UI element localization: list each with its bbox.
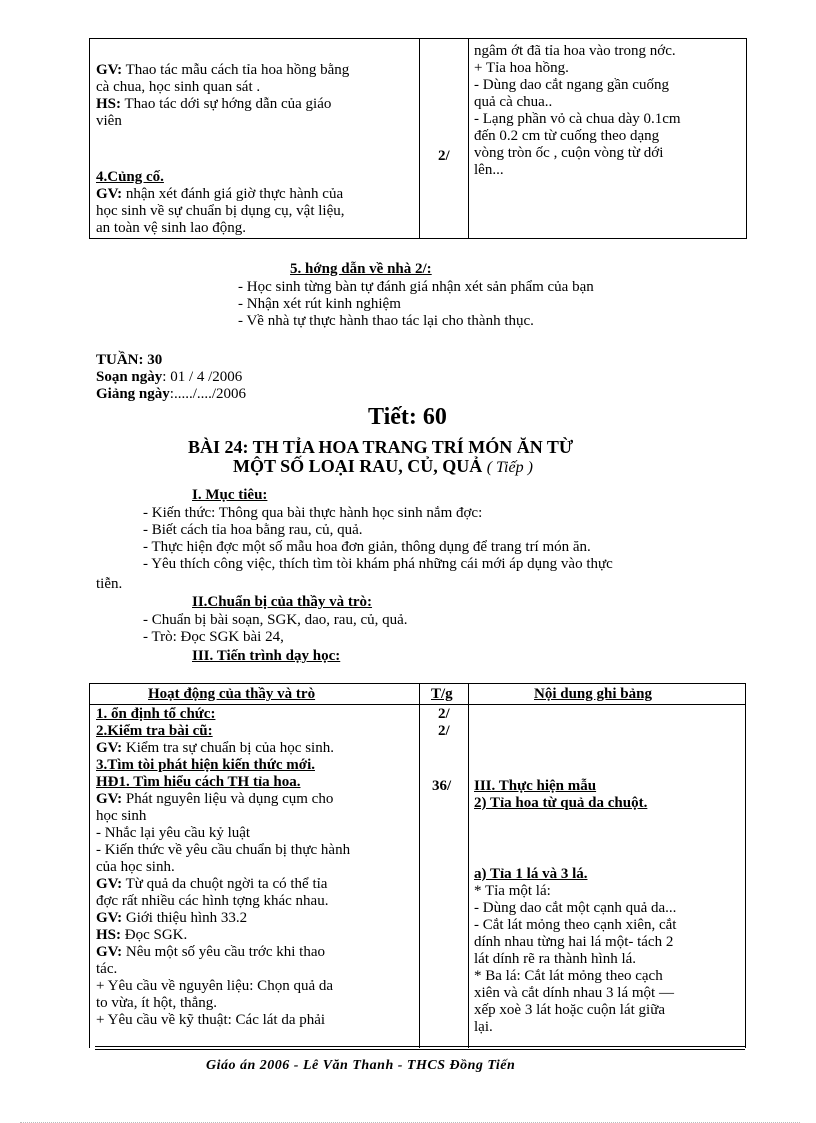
speaker-label: GV:: [96, 910, 123, 926]
text-line: [96, 842, 418, 859]
objectives-heading: I. Mục tiêu:: [192, 487, 268, 503]
homework-item: - Về nhà tự thực hành thao tác lại cho thành thục.: [238, 313, 534, 329]
text-line: lên...: [474, 162, 504, 178]
text-line: [96, 220, 416, 237]
table-2-time-1: 2/: [438, 706, 450, 722]
text-line: * Ba lá: Cắt lát mỏng theo cạch: [474, 968, 663, 984]
text-line: [96, 961, 418, 978]
prep-heading: II.Chuẩn bị của thầy và trò:: [192, 594, 373, 610]
text-line: [96, 706, 418, 723]
speaker-label: 3.Tìm tòi phát hiện kiến thức mới.: [96, 757, 315, 773]
text-line: * Tỉa một lá:: [474, 883, 551, 899]
line-text: của học sinh.: [96, 859, 175, 875]
line-text: Giới thiệu hình 33.2: [122, 910, 248, 926]
text-line: [96, 927, 418, 944]
line-text: học sinh: [96, 808, 147, 824]
speaker-label: HS:: [96, 927, 122, 943]
lesson-number: Tiết: 60: [368, 404, 447, 430]
line-text: Phát nguyên liệu và dụng cụm cho: [122, 791, 334, 807]
text-line: [96, 113, 416, 130]
table-2-divider-b: [468, 683, 469, 1048]
text-line: [96, 910, 418, 927]
speaker-label: GV:: [96, 791, 123, 807]
objective-item: - Kiến thức: Thông qua bài thực hành học sinh nắm đợc:: [143, 505, 483, 521]
table-2-header-activity: Hoạt động của thầy và trò: [148, 686, 316, 702]
text-line: xiên và cắt dính nhau 3 lá một —: [474, 985, 674, 1001]
line-text: nhận xét đánh giá giờ thực hành của: [122, 186, 344, 202]
speaker-label: GV:: [96, 944, 123, 960]
table-2-right-heading-1: III. Thực hiện mẫu: [474, 778, 597, 794]
table-2-right-heading-2: 2) Tỉa hoa từ quả da chuột.: [474, 795, 648, 811]
line-text: cà chua, học sinh quan sát .: [96, 79, 261, 95]
text-line: quả cà chua..: [474, 94, 553, 110]
line-text: học sinh về sự chuẩn bị dụng cụ, vật liệu,: [96, 203, 345, 219]
objectives-list: [143, 505, 613, 573]
speaker-label: GV:: [96, 876, 123, 892]
text-line: [96, 740, 418, 757]
speaker-label: HS:: [96, 96, 122, 112]
prep-item: - Trò: Đọc SGK bài 24,: [143, 629, 284, 645]
line-text: Đọc SGK.: [121, 927, 188, 943]
text-line: [96, 978, 418, 995]
table-2-time-3: 36/: [432, 778, 452, 794]
text-line: [96, 893, 418, 910]
line-text: - Nhắc lại yêu cầu kỷ luật: [96, 825, 251, 841]
table-1-divider-b: [468, 38, 469, 238]
table-2-bottom-rule: [95, 1046, 745, 1047]
table-2-time-2: 2/: [438, 723, 450, 739]
line-text: Kiểm tra sự chuẩn bị của học sinh.: [122, 740, 334, 756]
line-text: - Kiến thức về yêu cầu chuẩn bị thực hành: [96, 842, 351, 858]
text-line: [96, 859, 418, 876]
page-footer: Giáo án 2006 - Lê Văn Thanh - THCS Đồng Tiến: [206, 1058, 516, 1073]
table-2-header-content: Nội dung ghi bảng: [534, 686, 652, 702]
table-1-left-cell: [96, 62, 416, 130]
line-text: Nêu một số yêu cầu trớc khi thao: [122, 944, 326, 960]
table-2-top: [89, 683, 745, 684]
table-2-right-heading-3: a) Tỉa 1 lá và 3 lá.: [474, 866, 588, 882]
text-line: vòng tròn ốc , cuộn vòng từ dới: [474, 145, 664, 161]
table-2-left-cell: [96, 706, 418, 1029]
text-line: [96, 876, 418, 893]
speaker-label: GV:: [96, 186, 123, 202]
line-text: đợc rất nhiều các hình tợng khác nhau.: [96, 893, 329, 909]
table-2-divider-a: [419, 683, 420, 1048]
text-line: xếp xoè 3 lát hoặc cuộn lát giữa: [474, 1002, 665, 1018]
line-text: tác.: [96, 961, 118, 977]
prep-item: - Chuẩn bị bài soạn, SGK, dao, rau, củ, quả.: [143, 612, 408, 628]
text-line: [96, 944, 418, 961]
text-line: [96, 825, 418, 842]
text-line: [96, 203, 416, 220]
text-line: lại.: [474, 1019, 493, 1035]
objective-item: - Yêu thích công việc, thích tìm tòi khám phá những cái mới áp dụng vào thực: [143, 556, 613, 572]
section-4-heading: 4.Củng cố.: [96, 169, 164, 185]
lesson-title-line-2: MỘT SỐ LOẠI RAU, CỦ, QUẢ ( Tiếp ): [233, 456, 533, 476]
text-line: [96, 757, 418, 774]
week-label: TUẦN: 30: [96, 352, 163, 368]
text-line: ngâm ớt đã tỉa hoa vào trong nớc.: [474, 43, 676, 59]
line-text: viên: [96, 113, 122, 129]
process-heading: III. Tiến trình dạy học:: [192, 648, 341, 664]
speaker-label: GV:: [96, 62, 123, 78]
table-1-left-cell-2: [96, 186, 416, 237]
text-line: [96, 1012, 418, 1029]
table-1-divider-a: [419, 38, 420, 238]
text-line: - Cắt lát mỏng theo cạnh xiên, cắt: [474, 917, 677, 933]
prep-list: [143, 612, 408, 646]
homework-item: - Học sinh từng bàn tự đánh giá nhận xét sản phẩm của bạn: [238, 279, 594, 295]
text-line: [96, 79, 416, 96]
homework-item: - Nhận xét rút kinh nghiệm: [238, 296, 401, 312]
text-line: lát dính rẽ ra thành hình lá.: [474, 951, 637, 967]
line-text: Thao tác mẫu cách tỉa hoa hồng bằng: [122, 62, 350, 78]
line-text: + Yêu cầu về nguyên liệu: Chọn quả da: [96, 978, 334, 994]
speaker-label: GV:: [96, 740, 123, 756]
text-line: - Dùng dao cắt ngang gần cuống: [474, 77, 669, 93]
text-line: [96, 186, 416, 203]
table-2-bottom-rule-2: [95, 1049, 745, 1050]
table-1-time: 2/: [438, 148, 450, 164]
speaker-label: 2.Kiểm tra bài cũ:: [96, 723, 213, 739]
homework-list: [238, 279, 594, 330]
lesson-title-line-1: BÀI 24: TH TỈA HOA TRANG TRÍ MÓN ĂN TỪ: [188, 437, 574, 457]
text-line: [96, 791, 418, 808]
line-text: an toàn vệ sinh lao động.: [96, 220, 246, 236]
line-text: + Yêu cầu về kỹ thuật: Các lát da phải: [96, 1012, 326, 1028]
text-line: [96, 774, 418, 791]
speaker-label: 1. ổn định tổ chức:: [96, 706, 216, 722]
text-line: [96, 808, 418, 825]
table-2-right-cell: [474, 883, 744, 1036]
text-line: [96, 62, 416, 79]
table-2-right-edge: [745, 683, 746, 1048]
prepared-date: Soạn ngày: 01 / 4 /2006: [96, 369, 243, 385]
line-text: Thao tác dới sự hớng dẫn của giáo: [121, 96, 332, 112]
text-line: - Lạng phần vỏ cà chua dày 0.1cm: [474, 111, 681, 127]
text-line: + Tỉa hoa hồng.: [474, 60, 569, 76]
line-text: to vừa, ít hột, thẳng.: [96, 995, 218, 1011]
table-2-header-rule: [89, 704, 745, 705]
objective-item: - Thực hiện đợc một số mẫu hoa đơn giản, thông dụng để trang trí món ăn.: [143, 539, 591, 555]
line-text: Từ quả da chuột ngời ta có thể tỉa: [122, 876, 328, 892]
objective-item: - Biết cách tỉa hoa bằng rau, củ, quả.: [143, 522, 363, 538]
homework-title: 5. hớng dẫn về nhà 2/:: [290, 261, 432, 277]
table-2-header-time: T/g: [431, 686, 453, 702]
text-line: [96, 995, 418, 1012]
text-line: dính nhau từng hai lá một- tách 2: [474, 934, 674, 950]
table-2-left-edge: [89, 683, 90, 1048]
text-line: [96, 96, 416, 113]
text-line: - Dùng dao cắt một cạnh quả da...: [474, 900, 677, 916]
speaker-label: HĐ1. Tìm hiểu cách TH tỉa hoa.: [96, 774, 301, 790]
text-line: [96, 723, 418, 740]
teaching-date: Giảng ngày:...../..../2006: [96, 386, 247, 402]
text-line: đến 0.2 cm từ cuống theo dạng: [474, 128, 660, 144]
objectives-wrap: tiễn.: [96, 576, 123, 592]
table-1-right-cell: [474, 43, 744, 179]
